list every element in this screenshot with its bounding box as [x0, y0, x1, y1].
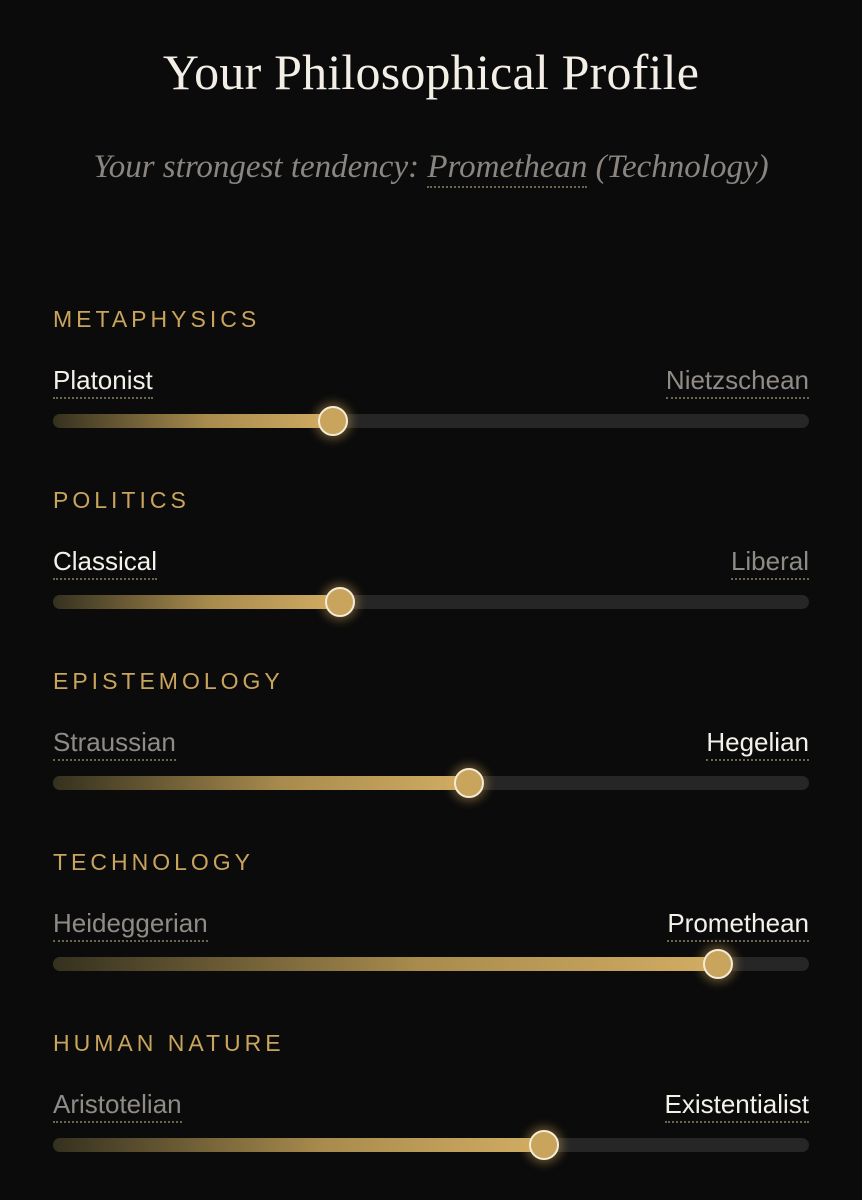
slider-fill [53, 414, 333, 428]
strongest-tendency-subtitle [0, 144, 862, 190]
page-title: Your Philosophical Profile [162, 44, 700, 100]
dimension-metaphysics [53, 305, 809, 465]
pole-right-label[interactable]: Promethean [667, 907, 809, 942]
pole-right-label[interactable]: Liberal [731, 545, 809, 580]
slider-fill [53, 595, 340, 609]
pole-left-label[interactable]: Classical [53, 545, 157, 580]
slider-thumb[interactable] [529, 1130, 559, 1160]
subtitle-prefix: Your strongest tendency: [93, 149, 428, 185]
pole-left-label[interactable]: Aristotelian [53, 1088, 182, 1123]
slider-thumb[interactable] [325, 587, 355, 617]
pole-right-label[interactable]: Nietzschean [666, 364, 809, 399]
slider-track[interactable] [53, 1138, 809, 1152]
subtitle-highlight[interactable]: Promethean [427, 149, 587, 188]
dimension-title: POLITICS [53, 487, 190, 513]
dimension-politics [53, 486, 809, 646]
dimension-title: METAPHYSICS [53, 306, 261, 332]
slider-fill [53, 1138, 544, 1152]
slider-track[interactable] [53, 957, 809, 971]
slider-track[interactable] [53, 776, 809, 790]
subtitle-suffix: (Technology) [587, 149, 769, 185]
dimension-epistemology [53, 667, 809, 827]
dimension-title: HUMAN NATURE [53, 1030, 285, 1056]
slider-track[interactable] [53, 595, 809, 609]
dimension-technology [53, 848, 809, 1008]
slider-track[interactable] [53, 414, 809, 428]
slider-fill [53, 957, 718, 971]
pole-left-label[interactable]: Straussian [53, 726, 176, 761]
pole-right-label[interactable]: Hegelian [706, 726, 809, 761]
slider-thumb[interactable] [703, 949, 733, 979]
dimension-human-nature [53, 1029, 809, 1189]
slider-fill [53, 776, 469, 790]
pole-left-label[interactable]: Heideggerian [53, 907, 208, 942]
slider-thumb[interactable] [318, 406, 348, 436]
pole-right-label[interactable]: Existentialist [665, 1088, 810, 1123]
slider-thumb[interactable] [454, 768, 484, 798]
pole-left-label[interactable]: Platonist [53, 364, 153, 399]
dimension-title: EPISTEMOLOGY [53, 668, 284, 694]
dimension-title: TECHNOLOGY [53, 849, 255, 875]
